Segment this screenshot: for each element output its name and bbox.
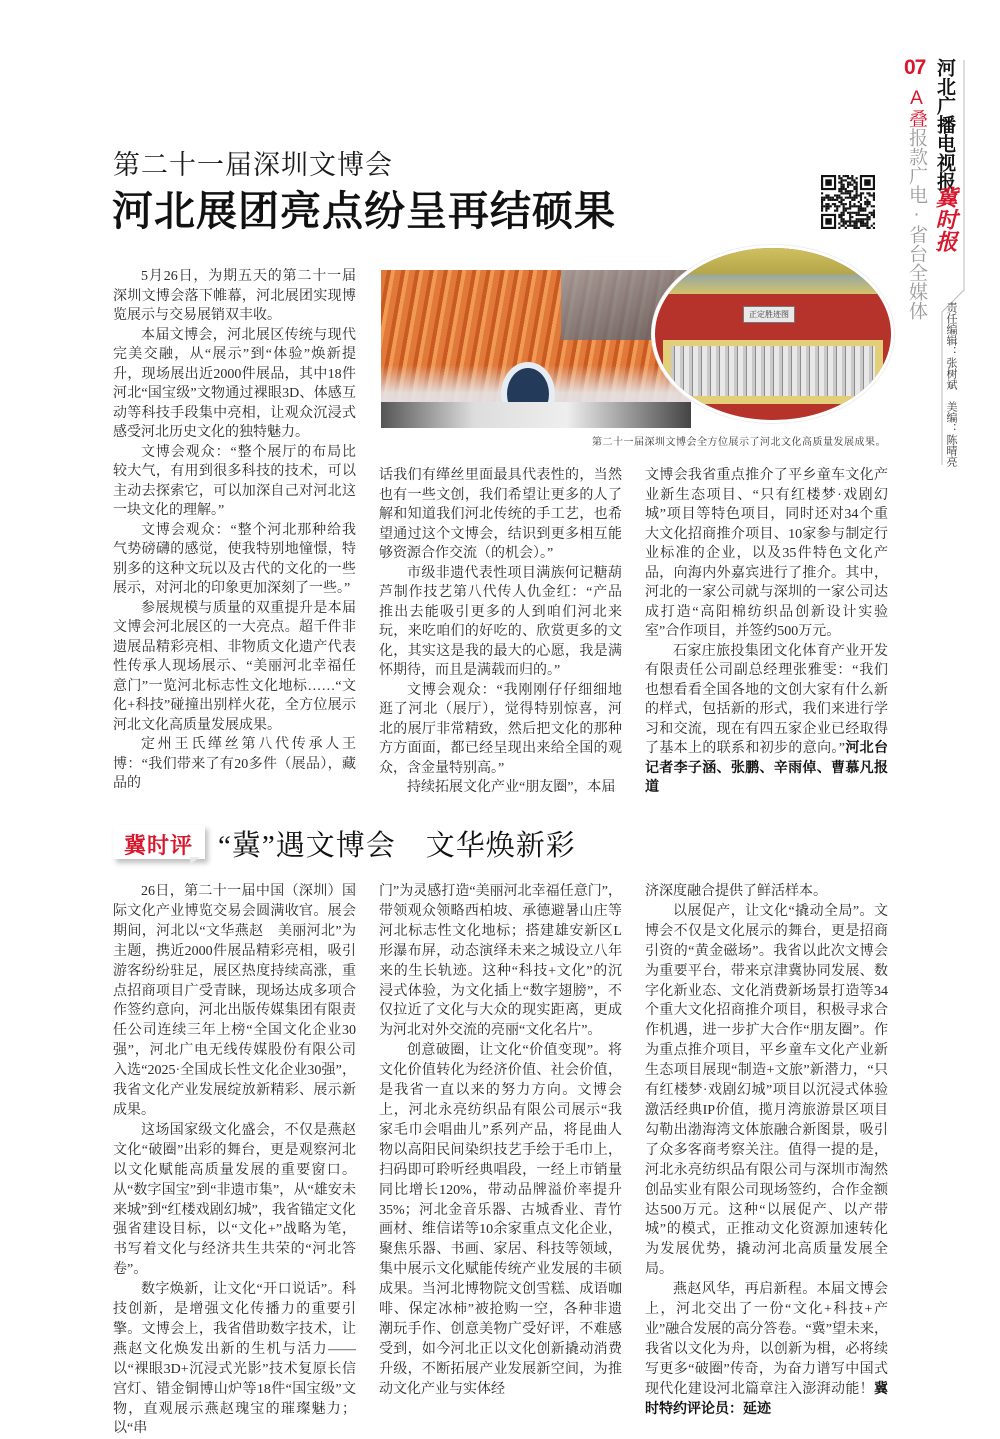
paragraph: 以展促产，让文化“撬动全局”。文博会不仅是文化展示的舞台，更是招商引资的“黄金磁场”。我省以此次文博会为重要平台，带来京津冀协同发展、数字化新业态、文化消费新场景打造等34个重大文化招商推介项目，积极寻求合作机遇，进一步扩大合作“朋友圈”。作为重点推介项目，平乡童车文化产业新生态项目展现“制造+文旅”新潜力，“只有红楼梦·戏剧幻城”项目以沉浸式体验激活经典IP价值，揽月湾旅游景区项目勾勒出渤海湾文体旅融合新图景，吸引了众多客商考察关注。值得一提的是，河北永亮纺织品有限公司与深圳市淘然创品实业有限公司现场签约，合作金额达500万元。这种“以展促产、以产带城”的模式，正推动文化资源加速转化为发展优势，撬动河北高质量发展全局。 — [645, 903, 888, 1278]
article-subtitle: 第二十一届深圳文博会 — [113, 150, 393, 180]
paragraph: 话我们有缂丝里面最具代表性的，当然也有一些文创，我们希望让更多的人了解和知道我们河北传统的手工艺，也希望通过这个文博会，结识到更多相互能够资源合作交流（的机会）。” — [379, 468, 622, 561]
paragraph: 门”为灵感打造“美丽河北幸福任意门”，带领观众领略西柏坡、承德避暑山庄等河北标志性文化地标；搭建雄安新区L形瀑布屏，动态演绎未来之城设立八年来的生长轨迹。这种“科技+文化”的沉浸式体验，为文化插上“数字翅膀”，不仅拉近了文化与大众的现实距离，更成为河北对外交流的亮丽“文化名片”。 — [379, 884, 622, 1039]
paragraph: 持续拓展文化产业“朋友圈”，本届 — [407, 780, 616, 795]
article-column-1 — [113, 267, 356, 794]
paragraph — [645, 642, 888, 798]
article-column-3 — [645, 466, 888, 798]
article-byline: 河北台记者李子涵、张鹏、辛雨倬、曹慕凡报道 — [645, 741, 889, 795]
paper-name: 河北广播电视报 — [934, 58, 955, 191]
commentary-column-2 — [379, 882, 622, 1400]
paragraph: 定州王氏缂丝第八代传承人王博：“我们带来了有20多件（展品），藏品的 — [113, 737, 356, 791]
article-column-2 — [379, 466, 622, 798]
paragraph: 参展规模与质量的双重提升是本届文博会河北展区的一大亮点。超千件非遗展品精彩亮相、非物质文化遗产代表性传承人现场展示、“美丽河北幸福任意门”一览河北标志性文化地标……“文化+科技”碰撞出别样火花，全方位展示河北文化高质量发展成果。 — [113, 600, 356, 733]
exhibition-hall-photo — [381, 270, 691, 428]
edition-desc: 报款广电·省台全媒体 — [906, 128, 927, 320]
commentary-title: “冀”遇文博会 文华焕新彩 — [218, 830, 576, 862]
paragraph: 文博会我省重点推介了平乡童车文化产业新生态项目、“只有红楼梦·戏剧幻城”项目等特色项目，同时还对34个重大文化招商推介项目、10家参与制定行业标准的企业，以及35件特色文化产品，向海内外嘉宾进行了推介。其中，河北的一家公司就与深圳的一家公司达成打造“高阳棉纺织品创新设计实验室”合作项目，并签约500万元。 — [645, 468, 888, 639]
paragraph: 创意破圈，让文化“价值变现”。将文化价值转化为经济价值、社会价值，是我省一直以来的努力方向。文博会上，河北永亮纺织品有限公司展示“我家毛巾会唱曲儿”系列产品，将昆曲人物以高阳民间染织技艺手绘于毛巾上，扫码即可聆听经典唱段，一经上市销量同比增长120%，带动品牌溢价率提升35%；河北金音乐器、古城香业、青竹画材、维信诺等10余家重点文化企业，聚焦乐器、书画、家居、科技等领域，集中展示文化赋能传统产业发展的丰硕成果。当河北博物院文创雪糕、成语咖啡、保定冰柿”被抢购一空，各种非遗潮玩手作、创意美物广受好评，不难感受到，如今河北正以文化创新撬动消费升级，不断拓展产业发展新空间，为推动文化产业与实体经 — [379, 1043, 622, 1397]
paragraph: 本届文博会，河北展区传统与现代完美交融，从“展示”到“体验”焕新提升，现场展出近2000件展品，其中18件河北“国宝级”文物通过裸眼3D、体感互动等科技手段集中亮相，让观众沉浸式感受河北历史文化的独特魅力。 — [113, 327, 356, 440]
paragraph: 市级非遗代表性项目满族何记糖葫芦制作技艺第八代传人仇金红：“产品推出去能吸引更多的人到咱们河北来玩，来吃咱们的好吃的、欣赏更多的文化，其实这是我的最大的心愿，我是满怀期待，而且是满载而归的。” — [379, 565, 622, 678]
paragraph: 数字焕新，让文化“开口说话”。科技创新，是增强文化传播力的重要引擎。文博会上，我省借助数字技术，让燕赵文化焕发出新的生机与活力——以“裸眼3D+沉浸式光影”技术复原长信宫灯、错金铜博山炉等18件“国宝级”文物，直观展示燕赵瑰宝的璀璨魅力；以“串 — [113, 1282, 356, 1437]
brand-logo: 冀时报 — [933, 186, 958, 252]
commentary-column-3 — [645, 882, 888, 1419]
paragraph: 这场国家级文化盛会，不仅是燕赵文化“破圈”出彩的舞台，更是观察河北以文化赋能高质量发展的重要窗口。从“数字国宝”到“非遗市集”，从“雄安未来城”到“红楼戏剧幻城”，我省锚定文化强省建设目标，以“文化+”战略为笔，书写着文化与经济共生共荣的“河北答卷”。 — [113, 1122, 356, 1278]
commentary-tag: 冀时评 — [124, 833, 194, 858]
paragraph: 文博会观众：“整个河北那种给我气势磅礴的感觉，使我特别地憧憬，特别多的这种文玩以及古代的文化的一些展示，对河北的印象更加深刻了一些。” — [113, 522, 356, 596]
scroll-painting-photo — [652, 245, 894, 423]
page-number: 07 — [904, 56, 926, 79]
paragraph: 26日，第二十一届中国（深圳）国际文化产业博览交易会圆满收官。展会期间，河北以“文华燕赵 美丽河北”为主题，携近2000件展品精彩亮相，吸引游客纷纷驻足，展区热度持续高涨，重点招商项目广受青睐，现场达成多项合作签约意向，河北出版传媒集团有限责任公司连续三年上榜“全国文化企业30强”，河北广电无线传媒股份有限公司入选“2025·全国成长性文化企业30强”，我省文化产业发展绽放新精彩、展示新成果。 — [113, 884, 356, 1118]
paragraph: 5月26日，为期五天的第二十一届深圳文博会落下帷幕，河北展团实现博览展示与交易展销双丰收。 — [113, 269, 356, 323]
photo-scroll — [663, 340, 883, 404]
edition-label — [906, 88, 927, 320]
photo-floor — [381, 402, 691, 428]
photo-sign: 正定胜迹图 — [743, 306, 795, 323]
commentary-column-1 — [113, 882, 356, 1439]
paragraph-text: 石家庄旅投集团文化体育产业开发有限责任公司副总经理张雅雯：“我们也想看看全国各地的文创大家有什么新的样式，包括新的形式，我们来进行学习和交流，现在有四五家企业已经取得了基本上的联系和初步的意向。” — [645, 643, 888, 756]
paragraph — [645, 1280, 888, 1419]
edition-stack: 叠 — [906, 109, 927, 128]
paragraph: 文博会观众：“我刚刚仔仔细细地逛了河北（展厅），觉得特别惊喜，河北的展厅非常精致，然后把文化的那种方方面面，都已经呈现出来给全国的观众，含金量特别高。” — [379, 682, 622, 776]
paragraph-text: 燕赵风华，再启新程。本届文博会上，河北交出了一份“文化+科技+产业”融合发展的高分答卷。“冀”望未来，我省以文化为舟，以创新为楫，必将续写更多“破圈”传奇，为奋力谱写中国式现代化建设河北篇章注入澎湃动能！ — [645, 1282, 888, 1397]
qr-code[interactable] — [820, 175, 876, 229]
edition-letter: A — [906, 88, 927, 109]
photo-eave — [655, 248, 891, 294]
photo-caption: 第二十一届深圳文博会全方位展示了河北文化高质量发展成果。 — [592, 437, 886, 448]
editors-credit: 责任编辑：张树斌 美编：陈晴亮 — [945, 302, 957, 467]
commentary-byline: 冀时特约评论员：延迹 — [645, 1381, 888, 1417]
paragraph: 济深度融合提供了鲜活样本。 — [645, 884, 827, 899]
paragraph: 文博会观众：“整个展厅的布局比较大气，有用到很多科技的技术，可以主动去探索它，可以加深自己对河北这一块文化的理解。” — [113, 444, 356, 518]
article-headline: 河北展团亮点纷呈再结硕果 — [112, 188, 616, 234]
